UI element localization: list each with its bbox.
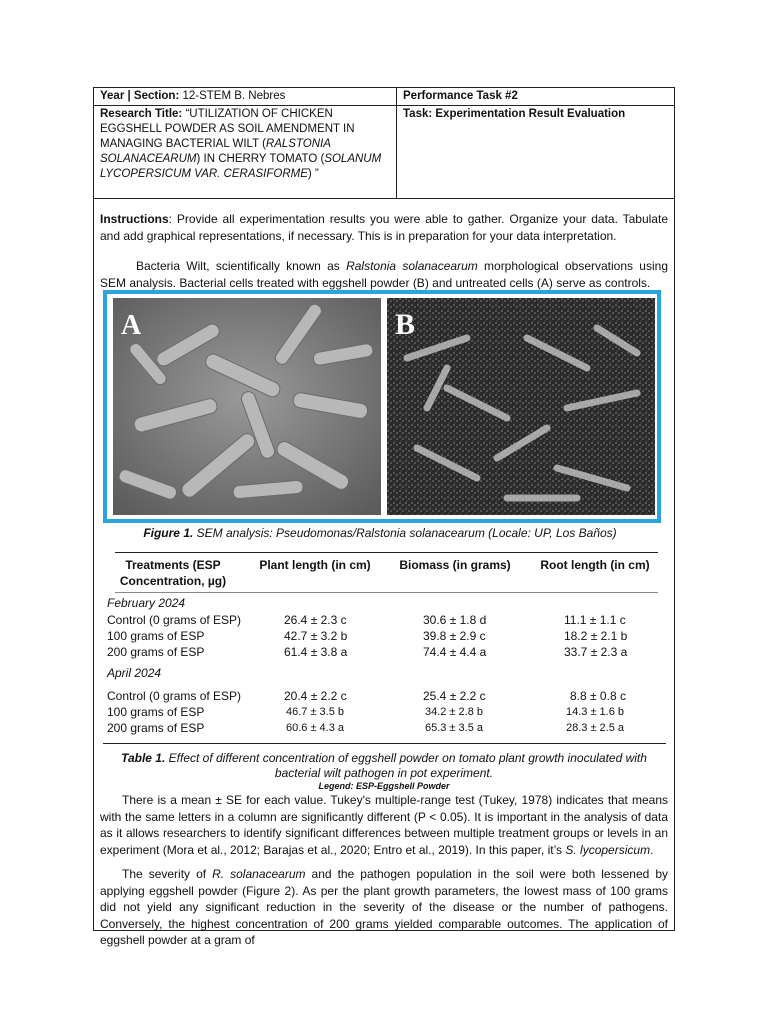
table-caption-label: Table 1. — [121, 751, 166, 765]
header-table — [93, 87, 675, 199]
results-text: . — [650, 842, 654, 857]
intro-paragraph — [100, 258, 668, 291]
panel-label-a: A — [121, 310, 142, 341]
period-label: February 2024 — [107, 596, 186, 610]
research-title-pathogen: RALSTONIA SOLANACEARUM — [100, 138, 331, 165]
instructions-text: : Provide all experimentation results you were able to gather. Organize your data. Tabulate and add graphical representations, if necessary. This is in preparation for your data interpretation. — [100, 212, 668, 243]
biomass-cell: 25.4 ± 2.2 c — [423, 689, 486, 703]
task-number-cell — [397, 88, 675, 106]
research-title-species: SOLANUM LYCOPERSICUM VAR. CERASIFORME — [100, 153, 382, 180]
discussion-text: The severity of — [122, 867, 213, 881]
biomass-cell: 34.2 ± 2.8 b — [425, 706, 484, 718]
period-label: April 2024 — [107, 666, 162, 680]
intro-text: morphological observations using SEM analysis. Bacterial cells treated with eggshell powder (B) and untreated cells (A) serve as controls. — [100, 259, 668, 290]
table-bottom-rule — [103, 743, 666, 744]
plant-length-cell: 42.7 ± 3.2 b — [284, 629, 348, 643]
plant-length-cell: 46.7 ± 3.5 b — [286, 706, 345, 718]
column-header-treatments: Treatments (ESP Concentration, µg) — [119, 558, 227, 588]
treatment-cell: Control (0 grams of ESP) — [107, 689, 242, 703]
sem-figure — [103, 290, 661, 523]
sem-image-a — [113, 298, 381, 515]
research-title-part: ) IN CHERRY TOMATO ( — [196, 153, 325, 165]
results-species: S. lycopersicum — [565, 842, 651, 857]
table-top-rule — [115, 552, 658, 553]
root-length-cell: 28.3 ± 2.5 a — [566, 722, 625, 734]
intro-species: Ralstonia solanacearum — [346, 259, 478, 273]
figure-caption-label: Figure 1. — [143, 526, 194, 540]
treatment-cell: 200 grams of ESP — [107, 645, 205, 659]
table-caption-text: Effect of different concentration of eggshell powder on tomato plant growth inoculated with bacterial wilt pathogen in pot experiment. — [165, 751, 647, 780]
discussion-species: R. solanacearum — [212, 867, 306, 881]
year-section-value: 12-STEM B. Nebres — [179, 90, 286, 102]
biomass-cell: 30.6 ± 1.8 d — [423, 613, 487, 627]
research-title-part: “UTILIZATION OF CHICKEN EGGSHELL POWDER AS SOIL AMENDMENT IN MANAGING BACTERIAL WILT ( — [100, 108, 355, 150]
research-title-cell — [94, 106, 397, 199]
biomass-cell: 39.8 ± 2.9 c — [423, 629, 486, 643]
biomass-cell: 74.4 ± 4.4 a — [423, 645, 487, 659]
plant-length-cell: 61.4 ± 3.8 a — [284, 645, 348, 659]
column-header-root-length: Root length (in cm) — [540, 558, 650, 572]
instructions-paragraph — [100, 211, 668, 244]
research-title-label: Research Title: — [100, 108, 183, 120]
sem-image-b — [387, 298, 655, 515]
table-header-rule — [115, 592, 658, 593]
root-length-cell: 14.3 ± 1.6 b — [566, 706, 625, 718]
plant-length-cell: 26.4 ± 2.3 c — [284, 613, 347, 627]
column-header-biomass: Biomass (in grams) — [399, 558, 511, 572]
column-header-plant-length: Plant length (in cm) — [259, 558, 371, 572]
plant-length-cell: 20.4 ± 2.2 c — [284, 689, 347, 703]
task-label-cell — [397, 106, 675, 199]
root-length-cell: 33.7 ± 2.3 a — [564, 645, 628, 659]
results-paragraph — [100, 792, 668, 858]
intro-text: Bacteria Wilt, scientifically known as — [136, 259, 347, 273]
root-length-cell: 11.1 ± 1.1 c — [564, 613, 626, 627]
treatment-cell: Control (0 grams of ESP) — [107, 613, 242, 627]
root-length-cell: 18.2 ± 2.1 b — [564, 629, 628, 643]
table-caption — [100, 751, 668, 781]
biomass-cell: 65.3 ± 3.5 a — [425, 722, 484, 734]
figure-caption — [100, 526, 660, 540]
task-label: Task: Experimentation Result Evaluation — [403, 108, 626, 120]
treatment-cell: 200 grams of ESP — [107, 721, 205, 735]
discussion-text: and the pathogen population in the soil were both lessened by applying eggshell powder (Figure 2). As per the plant growth parameters, the lowest mass of 100 grams did not yield any significant reduction in the severity of the disease or the number of pathogens. Conversely, the highest concentration of 200 grams yielded comparable outcomes. The application of eggshell powder at a gram of — [100, 867, 669, 947]
treatment-cell: 100 grams of ESP — [107, 629, 205, 643]
treatment-cell: 100 grams of ESP — [107, 705, 205, 719]
root-length-cell: 8.8 ± 0.8 c — [570, 689, 626, 703]
results-text: There is a mean ± SE for each value. Tukey's multiple-range test (Tukey, 1978) indicates that means with the same letters in a column are significantly different (P < 0.05). It is important in the analysis of data as it allows researchers to identify significant differences between multiple treatment groups or levels in an experiment (Mora et al., 2012; Barajas et al., 2020; Entro et al., 2019). In this paper, it’s — [100, 793, 668, 857]
research-title-part: ) ” — [307, 168, 319, 180]
panel-label-b: B — [395, 308, 416, 341]
figure-caption-text: SEM analysis: Pseudomonas/Ralstonia solanacearum (Locale: UP, Los Baños) — [193, 526, 617, 540]
table-legend: Legend: ESP-Eggshell Powder — [318, 781, 450, 791]
plant-length-cell: 60.6 ± 4.3 a — [286, 722, 345, 734]
discussion-paragraph — [100, 866, 669, 947]
instructions-label: Instructions — [100, 212, 169, 226]
year-section-cell — [94, 88, 397, 106]
year-section-label: Year | Section: — [100, 90, 180, 102]
task-number: Performance Task #2 — [403, 90, 518, 102]
